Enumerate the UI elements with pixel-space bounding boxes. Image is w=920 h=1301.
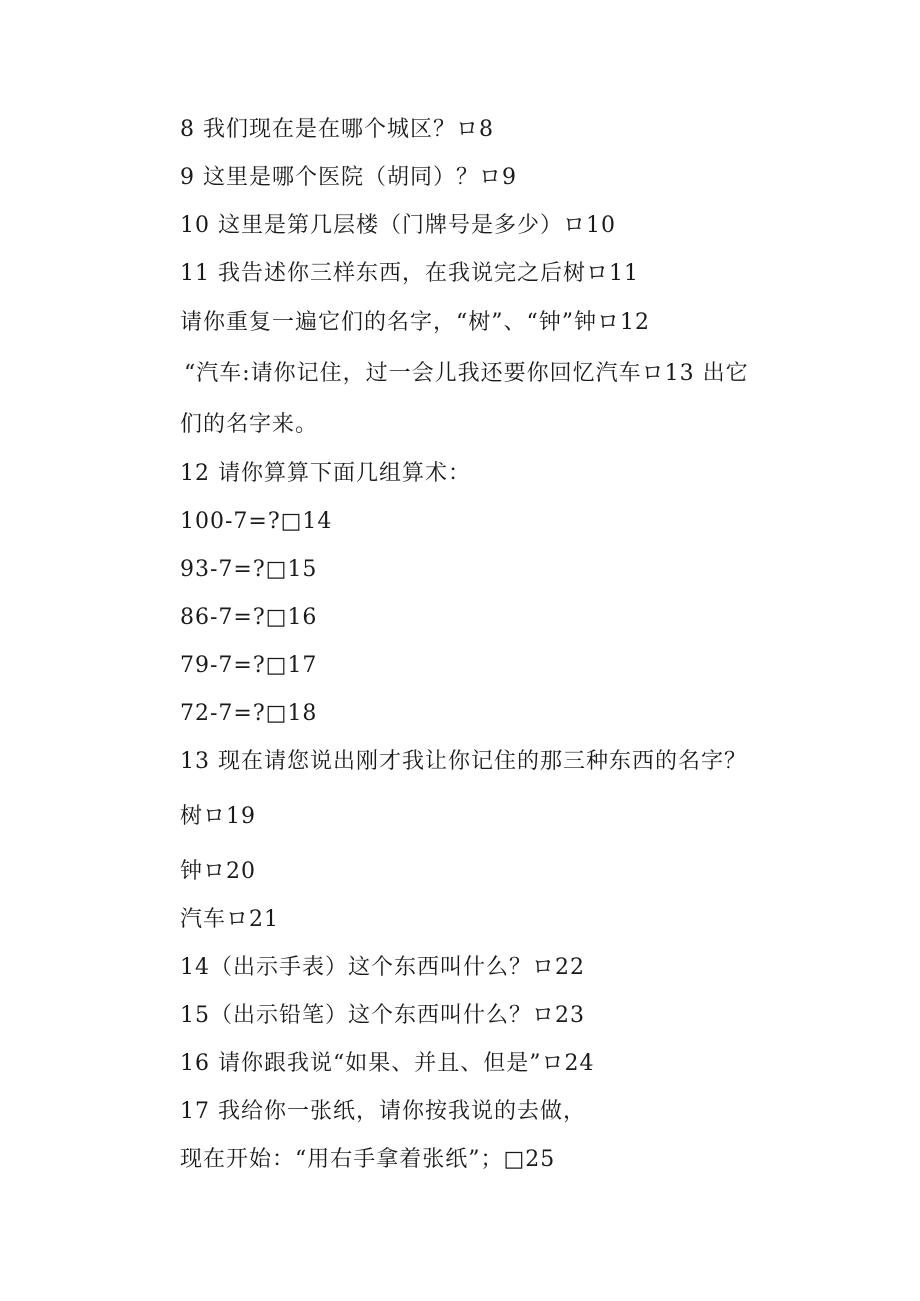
- question-11-line: 11 我告述你三样东西，在我说完之后树ロ11: [180, 261, 639, 286]
- recall-tree-line: 树ロ19: [180, 804, 256, 829]
- arithmetic-line-1: 100-7=?□14: [180, 509, 333, 534]
- question-17-line: 17 我给你一张纸，请你按我说的去做，: [180, 1099, 586, 1124]
- recall-clock-line: 钟ロ20: [180, 859, 256, 884]
- question-12-line: 12 请你算算下面几组算术：: [180, 461, 471, 486]
- question-13-line: 13 现在请您说出刚才我让你记住的那三种东西的名字？: [180, 749, 747, 774]
- arithmetic-line-5: 72-7=?□18: [180, 701, 318, 726]
- arithmetic-line-4: 79-7=?□17: [180, 653, 318, 678]
- question-10-line: 10 这里是第几层楼（门牌号是多少）ロ10: [180, 213, 616, 238]
- question-11-repeat-line: 请你重复一遍它们的名字，“树”、“钟”钟ロ12: [180, 310, 650, 335]
- arithmetic-line-3: 86-7=?□16: [180, 605, 318, 630]
- question-8-line: 8 我们现在是在哪个城区？ロ8: [180, 117, 494, 142]
- question-11-continuation-line: 们的名字来。: [180, 412, 319, 437]
- question-14-line: 14（出示手表）这个东西叫什么？ロ22: [180, 955, 585, 980]
- question-16-line: 16 请你跟我说“如果、并且、但是”ロ24: [180, 1051, 595, 1076]
- question-15-line: 15（出示铅笔）这个东西叫什么？ロ23: [180, 1003, 585, 1028]
- question-9-line: 9 这里是哪个医院（胡同）？ロ9: [180, 165, 517, 190]
- question-17-instruction-line: 现在开始：“用右手拿着张纸”；□25: [180, 1147, 556, 1172]
- recall-car-line: 汽车ロ21: [180, 907, 279, 932]
- question-11-remember-line: “汽车:请你记住，过一会儿我还要你回忆汽车ロ13 出它: [184, 361, 749, 386]
- arithmetic-line-2: 93-7=?□15: [180, 557, 318, 582]
